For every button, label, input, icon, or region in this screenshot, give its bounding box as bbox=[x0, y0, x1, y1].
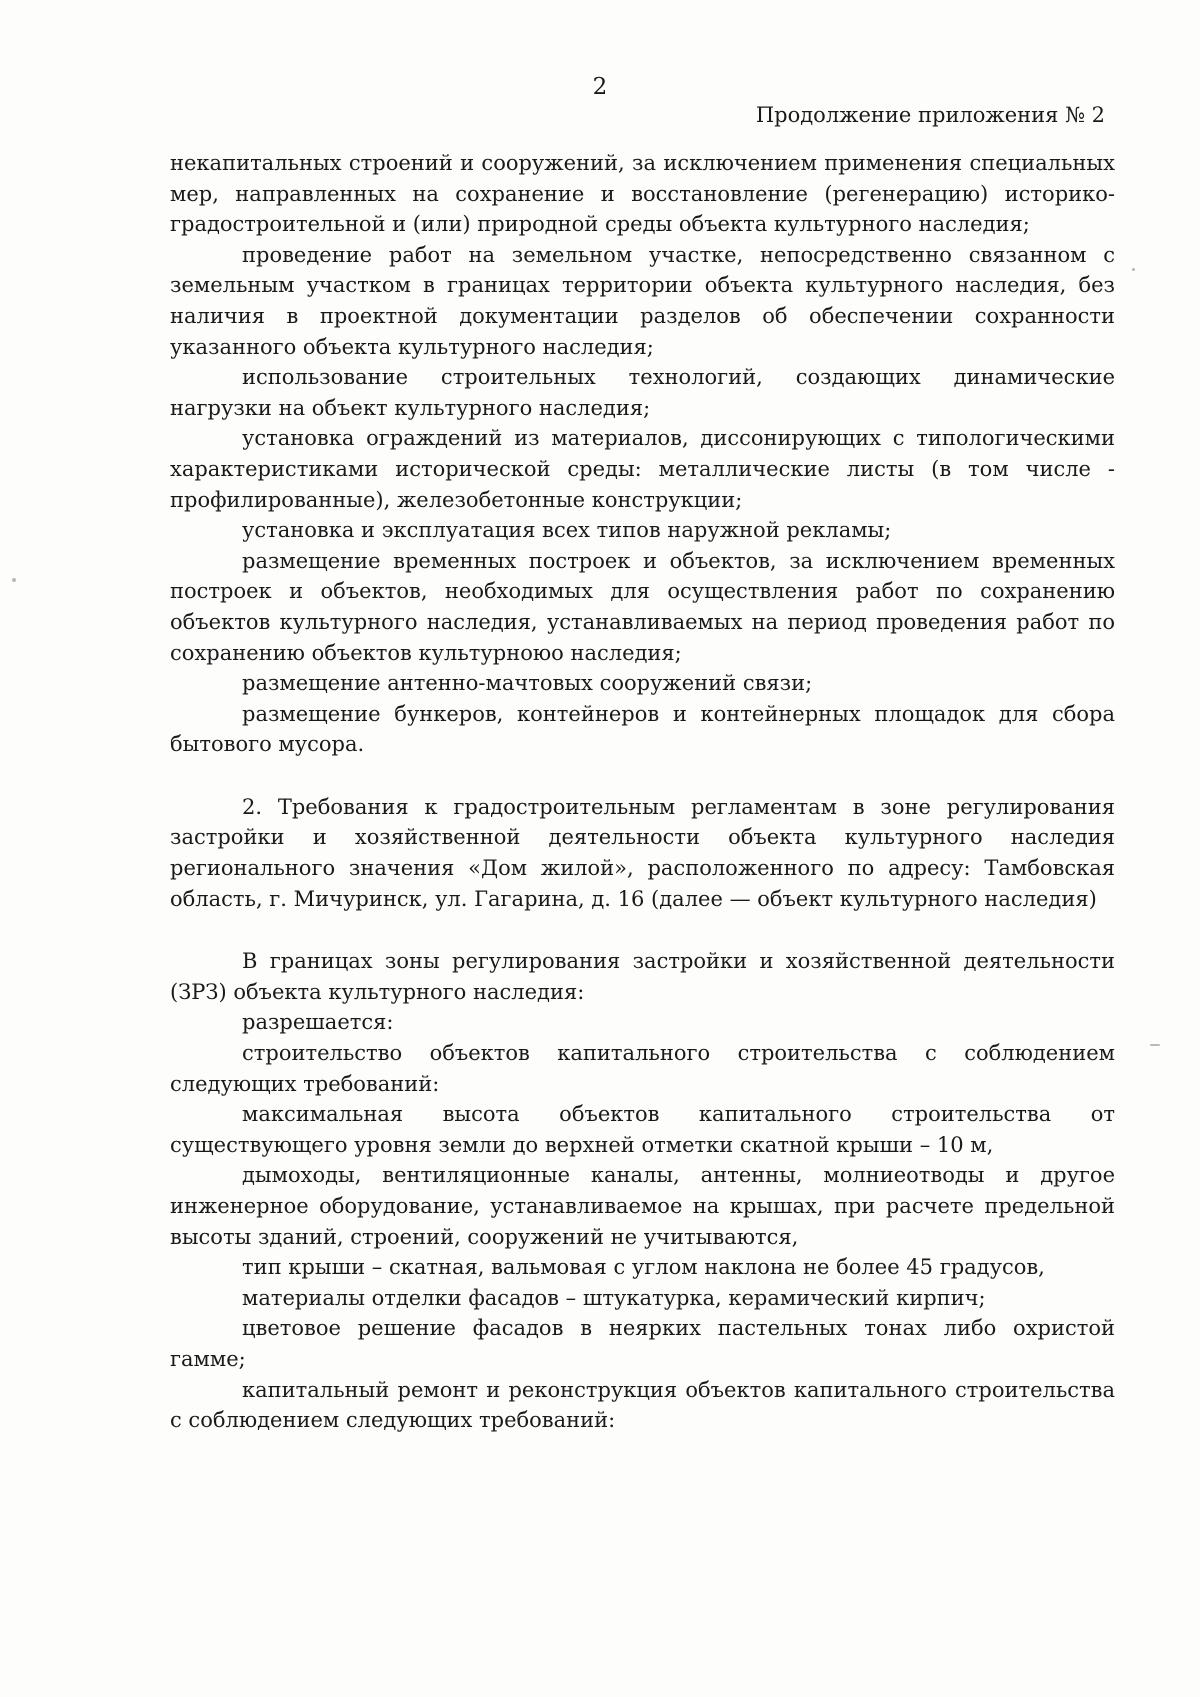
page-number: 2 bbox=[592, 74, 608, 100]
scan-speck bbox=[12, 578, 16, 582]
paragraph: установка и эксплуатация всех типов наружной рекламы; bbox=[242, 518, 892, 543]
scan-speck bbox=[1132, 268, 1135, 271]
appendix-continuation-label: Продолжение приложения № 2 bbox=[755, 103, 1105, 127]
paragraph: дымоходы, вентиляционные каналы, антенны, молниеотводы и другое инженерное оборудование, устанавливаемое на крышах, при расчете предельной высоты зданий, строений, сооружений не учитываются, bbox=[170, 1163, 1115, 1249]
paragraph: размещение временных построек и объектов, за исключением временных построек и объектов, необходимых для осуществления работ по сохранению объектов культурного наследия, устанавливаемых на период проведения работ по сохранению объектов культурноюо наследия; bbox=[170, 548, 1115, 665]
paragraph: строительство объектов капитального строительства с соблюдением следующих требований: bbox=[170, 1041, 1115, 1096]
paragraph-spacer bbox=[170, 760, 1115, 792]
paragraph: материалы отделки фасадов – штукатурка, керамический кирпич; bbox=[242, 1285, 986, 1310]
paragraph: размещение бункеров, контейнеров и контейнерных площадок для сбора бытового мусора. bbox=[170, 701, 1115, 757]
paragraph: В границах зоны регулирования застройки и хозяйственной деятельности (ЗРЗ) объекта культурного наследия: bbox=[170, 949, 1115, 1004]
paragraph: установка ограждений из материалов, диссонирующих с типологическими характеристиками исторической среды: металлические листы (в том числе - профилированные), железобетонные конструкции; bbox=[170, 426, 1115, 512]
paragraph: некапитальных строений и сооружений, за исключением применения специальных мер, направленных на сохранение и восстановление (регенерацию) историко-градостроительной и (или) природной среды объекта культурного наследия; bbox=[170, 151, 1115, 237]
paragraph: разрешается: bbox=[242, 1010, 394, 1035]
paragraph: проведение работ на земельном участке, непосредственно связанном с земельным участком в границах территории объекта культурного наследия, без наличия в проектной документации разделов об обеспечении сохранности указанного объекта культурного наследия; bbox=[170, 242, 1115, 359]
paragraph: цветовое решение фасадов в неярких пастельных тонах либо охристой гамме; bbox=[170, 1316, 1115, 1371]
paragraph: капитальный ремонт и реконструкция объектов капитального строительства с соблюдением следующих требований: bbox=[170, 1377, 1115, 1433]
paragraph: использование строительных технологий, создающих динамические нагрузки на объект культурного наследия; bbox=[170, 365, 1115, 420]
scan-speck bbox=[1150, 1044, 1160, 1046]
document-body bbox=[170, 148, 1115, 1436]
paragraph: максимальная высота объектов капитального строительства от существующего уровня земли до верхней отметки скатной крыши – 10 м, bbox=[170, 1102, 1115, 1157]
paragraph: тип крыши – скатная, вальмовая с углом наклона не более 45 градусов, bbox=[242, 1255, 1045, 1280]
section-heading-paragraph: 2. Требования к градостроительным регламентам в зоне регулирования застройки и хозяйственной деятельности объекта культурного наследия регионального значения «Дом жилой», расположенного по адресу: Тамбовская область, г. Мичуринск, ул. Гагарина, д. 16 (далее — объект культурного наследия) bbox=[170, 794, 1115, 911]
paragraph: размещение антенно-мачтовых сооружений связи; bbox=[242, 671, 813, 696]
paragraph-spacer bbox=[170, 914, 1115, 946]
